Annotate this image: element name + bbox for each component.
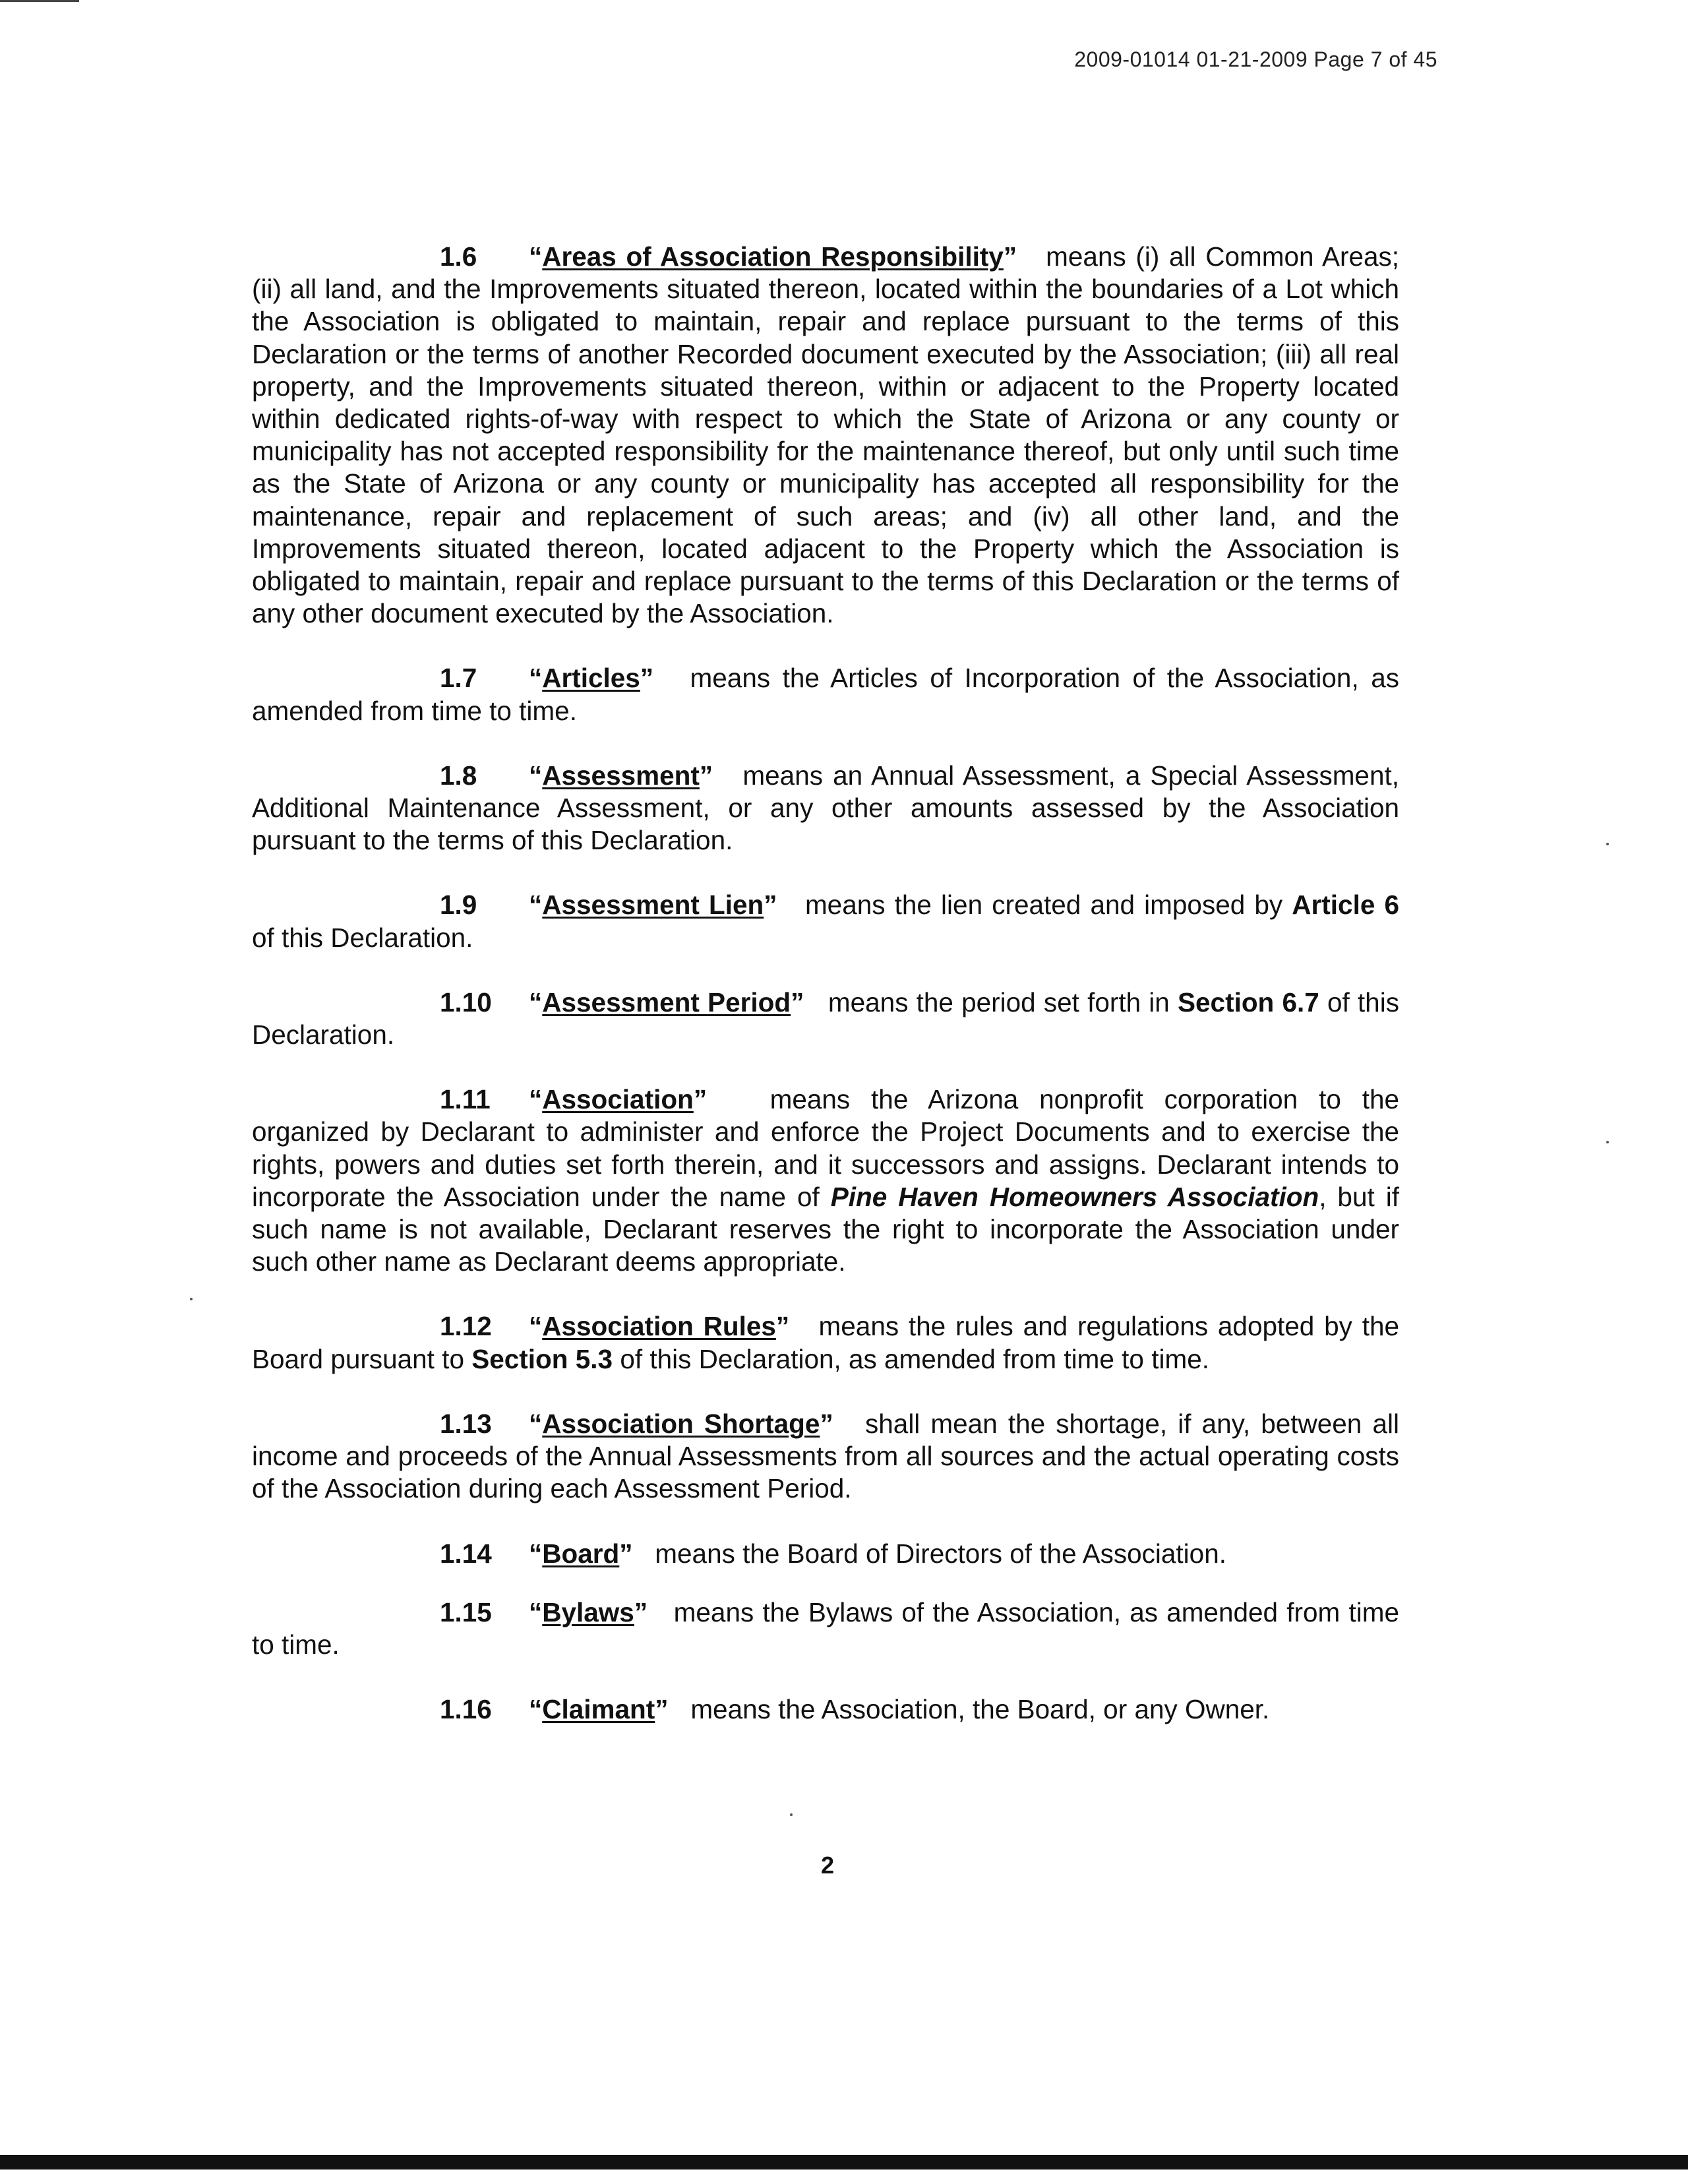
clause-text-head: means (i) all Common bbox=[1046, 241, 1314, 272]
clause-1-16 bbox=[252, 1693, 1399, 1726]
clause-1-7 bbox=[252, 662, 1399, 727]
clause-number: 1.15 bbox=[440, 1596, 492, 1627]
clause-text-head: means the period set forth in bbox=[828, 986, 1170, 1017]
clause-text-head: means the Articles of Incorporation of the Association, bbox=[690, 663, 1359, 694]
page-number: 2 bbox=[820, 1852, 835, 1879]
clause-text-body-end: of this Declaration, as amended from time to time. bbox=[620, 1343, 1209, 1374]
clause-text-body: of this Declaration. bbox=[252, 986, 1399, 1050]
clause-1-8 bbox=[252, 760, 1399, 857]
defined-term: “Association” bbox=[529, 1084, 708, 1115]
declaration-body bbox=[252, 241, 1399, 1758]
clause-1-12 bbox=[252, 1310, 1399, 1375]
clause-number: 1.16 bbox=[440, 1694, 492, 1725]
defined-term: “Association Rules” bbox=[529, 1311, 790, 1342]
clause-text-body: Assessment, Additional Maintenance Assessment, or any other amounts assessed by the Association pursuant to the terms of this Declaration. bbox=[252, 760, 1399, 856]
clause-text-body: organized by Declarant to administer and enforce the Project Documents and to exercise the rights, powers and duties set forth therein, and it successors and assigns. Declarant intends to incorporate the Association under the name of bbox=[252, 1116, 1399, 1212]
defined-term: “Assessment Lien” bbox=[529, 890, 777, 921]
scan-speck bbox=[1606, 1141, 1609, 1143]
clause-number: 1.7 bbox=[440, 663, 477, 694]
clause-text-head: means the Board of Directors of the Association. bbox=[655, 1538, 1226, 1569]
clause-1-9 bbox=[252, 889, 1399, 954]
defined-term: “Bylaws” bbox=[529, 1596, 648, 1627]
clause-text-body: of this Declaration. bbox=[252, 922, 473, 953]
clause-text-head: means the Association, the Board, or any Owner. bbox=[690, 1694, 1270, 1725]
clause-1-15 bbox=[252, 1596, 1399, 1661]
defined-term: “Claimant” bbox=[529, 1694, 669, 1725]
clause-text-body-end: , but if such name is not available, Declarant reserves the right to incorporate the Association under such other name as Declarant deems appropriate. bbox=[252, 1181, 1399, 1277]
clause-text-body: time to time. bbox=[252, 1596, 1399, 1660]
clause-number: 1.9 bbox=[440, 890, 477, 921]
clause-number: 1.8 bbox=[440, 760, 477, 791]
clause-1-10 bbox=[252, 986, 1399, 1051]
clause-text-head: means the lien created and imposed by bbox=[804, 890, 1283, 921]
recording-header: 2009-01014 01-21-2009 Page 7 of 45 bbox=[1074, 47, 1437, 71]
clause-text-head: means an Annual Assessment, a Special bbox=[742, 760, 1238, 791]
clause-number: 1.14 bbox=[440, 1538, 492, 1569]
defined-term: “Areas of Association Responsibility” bbox=[529, 241, 1017, 272]
clause-text-head: means the Arizona nonprofit corporation to the bbox=[769, 1084, 1399, 1115]
scan-edge-line bbox=[0, 0, 79, 2]
clause-1-11 bbox=[252, 1083, 1399, 1278]
clause-number: 1.10 bbox=[440, 986, 492, 1017]
clause-text-head: means the Bylaws of the Association, as amended from bbox=[673, 1596, 1341, 1627]
clause-1-14 bbox=[252, 1538, 1399, 1570]
clause-text-head: means the rules and regulations adopted by bbox=[818, 1311, 1352, 1342]
clause-number: 1.11 bbox=[440, 1084, 491, 1115]
scan-speck bbox=[190, 1298, 193, 1300]
clause-text-body: the Board pursuant to bbox=[252, 1311, 1399, 1374]
clause-number: 1.6 bbox=[440, 241, 477, 272]
clause-text-body: Areas; (ii) all land, and the Improvements situated thereon, located within the boundaries of a Lot which the Association is obligated to maintain, repair and replace pursuant to the terms of this Declaration or the terms of another Recorded document executed by the Association; (iii) all real property, and the Improvements situated thereon, within or adjacent to the Property located within dedicated rights-of-way with respect to which the State of Arizona or any county or municipality has not accepted responsibility for the maintenance thereof, but only until such time as the State of Arizona or any county or municipality has accepted all responsibility for the maintenance, repair and replacement of such areas; and (iv) all other land, and the Improvements situated thereon, located adjacent to the Property which the Association is obligated to maintain, repair and replace pursuant to the terms of this Declaration or the terms of any other document executed by the Association. bbox=[252, 241, 1399, 629]
defined-term: “Assessment” bbox=[529, 760, 713, 791]
defined-term: “Assessment Period” bbox=[529, 986, 804, 1017]
clause-1-6 bbox=[252, 241, 1399, 630]
defined-term: “Association Shortage” bbox=[529, 1408, 833, 1439]
reference-section: Section 6.7 bbox=[1178, 986, 1319, 1017]
scan-speck bbox=[790, 1813, 793, 1816]
clause-text-body: as amended from time to time. bbox=[252, 663, 1399, 726]
clause-number: 1.12 bbox=[440, 1311, 492, 1342]
scan-bottom-border bbox=[0, 2155, 1688, 2169]
clause-text-head: shall mean the shortage, if any, between bbox=[865, 1408, 1362, 1439]
defined-term: “Articles” bbox=[529, 663, 654, 694]
clause-1-13 bbox=[252, 1408, 1399, 1505]
scan-speck bbox=[1606, 843, 1609, 845]
defined-term: “Board” bbox=[529, 1538, 633, 1569]
reference-article: Article 6 bbox=[1292, 890, 1400, 921]
association-name: Pine Haven Homeowners Association bbox=[830, 1181, 1319, 1212]
reference-section: Section 5.3 bbox=[471, 1343, 613, 1374]
clause-text-body: all income and proceeds of the Annual Assessments from all sources and the actual operating costs of the Association during each Assessment Period. bbox=[252, 1408, 1399, 1504]
clause-number: 1.13 bbox=[440, 1408, 492, 1439]
